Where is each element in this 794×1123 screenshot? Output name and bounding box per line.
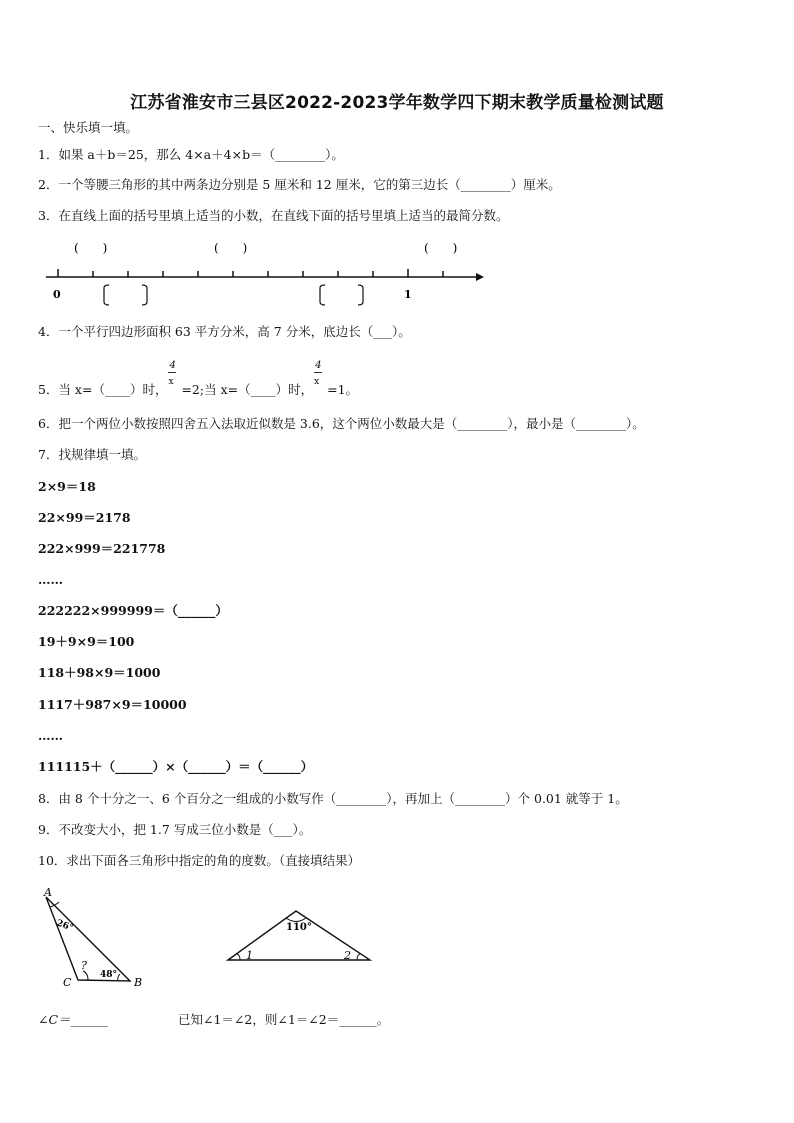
q7-line: 2×9＝18 <box>38 479 96 494</box>
vertex-a: A <box>44 886 52 899</box>
paren-above-2: ( ) <box>214 241 248 255</box>
paren-above-3: ( ) <box>424 241 458 255</box>
q5-part-c: =1。 <box>327 382 359 397</box>
question-1: 1．如果 a＋b＝25，那么 4×a＋4×b＝（________）。 <box>38 147 344 162</box>
answer-angle-c: ∠C＝______ <box>38 1012 109 1027</box>
number-line-arrow <box>476 273 484 281</box>
q7-line: 1117＋987×9＝10000 <box>38 697 187 712</box>
question-5 <box>38 360 359 398</box>
q5-part-a: 5．当 x=（____）时， <box>38 382 168 397</box>
q7-line: 19＋9×9＝100 <box>38 634 135 649</box>
vertex-b: B <box>134 976 143 989</box>
fraction-4-over-x-2 <box>313 360 327 398</box>
fraction-denominator: x <box>314 377 320 387</box>
q7-line: 111115＋（______）×（______）＝（______） <box>38 759 314 774</box>
q7-line: 118＋98×9＝1000 <box>38 665 161 680</box>
angle-a-label: 26° <box>54 918 75 934</box>
bracket-below-1 <box>104 285 147 305</box>
question-2: 2．一个等腰三角形的其中两条边分别是 5 厘米和 12 厘米，它的第三边长（________）厘米。 <box>38 177 561 192</box>
q7-line: 222222×999999＝（______） <box>38 603 228 618</box>
question-4: 4．一个平行四边形面积 63 平方分米，高 7 分米，底边长（___）。 <box>38 324 411 339</box>
unknown-angle-mark: ? <box>81 959 87 972</box>
triangle-obtuse <box>222 905 377 967</box>
question-6: 6．把一个两位小数按照四舍五入法取近似数是 3.6，这个两位小数最大是（________），最小是（________）。 <box>38 416 645 431</box>
q7-line: …… <box>38 572 63 587</box>
angle-1-label: 1 <box>246 949 253 962</box>
number-line-ticks <box>58 269 443 277</box>
label-zero: 0 <box>53 288 61 301</box>
angle-top-label: 110° <box>286 922 312 933</box>
fraction-numerator: 4 <box>169 360 176 371</box>
section-heading: 一、快乐填一填。 <box>38 120 139 135</box>
fraction-4-over-x <box>167 360 181 398</box>
paren-above-1: ( ) <box>74 241 108 255</box>
question-10: 10．求出下面各三角形中指定的角的度数。（直接填结果） <box>38 853 361 868</box>
q5-part-b: =2;当 x=（____）时， <box>181 382 314 397</box>
triangle-abc <box>30 885 160 995</box>
fraction-numerator: 4 <box>315 360 322 371</box>
vertex-c: C <box>63 976 72 989</box>
label-one: 1 <box>404 288 412 301</box>
question-9: 9．不改变大小，把 1.7 写成三位小数是（___）。 <box>38 822 312 837</box>
q7-line: …… <box>38 728 63 743</box>
angle-b-label: 48° <box>100 970 118 980</box>
question-7: 7．找规律填一填。 <box>38 447 146 462</box>
q7-line: 222×999＝221778 <box>38 541 166 556</box>
question-8: 8．由 8 个十分之一、6 个百分之一组成的小数写作（________），再加上（________）个 0.01 就等于 1。 <box>38 791 628 806</box>
page-title: 江苏省淮安市三县区2022-2023学年数学四下期末教学质量检测试题 <box>130 93 664 113</box>
q7-line: 22×99＝2178 <box>38 510 131 525</box>
angle-2-label: 2 <box>344 949 351 962</box>
question-3: 3．在直线上面的括号里填上适当的小数，在直线下面的括号里填上适当的最简分数。 <box>38 208 509 223</box>
bracket-below-2 <box>320 285 363 305</box>
number-line-figure <box>40 236 490 306</box>
answer-angle-1-2: 已知∠1＝∠2，则∠1＝∠2＝______。 <box>178 1012 390 1027</box>
fraction-denominator: x <box>168 377 174 387</box>
